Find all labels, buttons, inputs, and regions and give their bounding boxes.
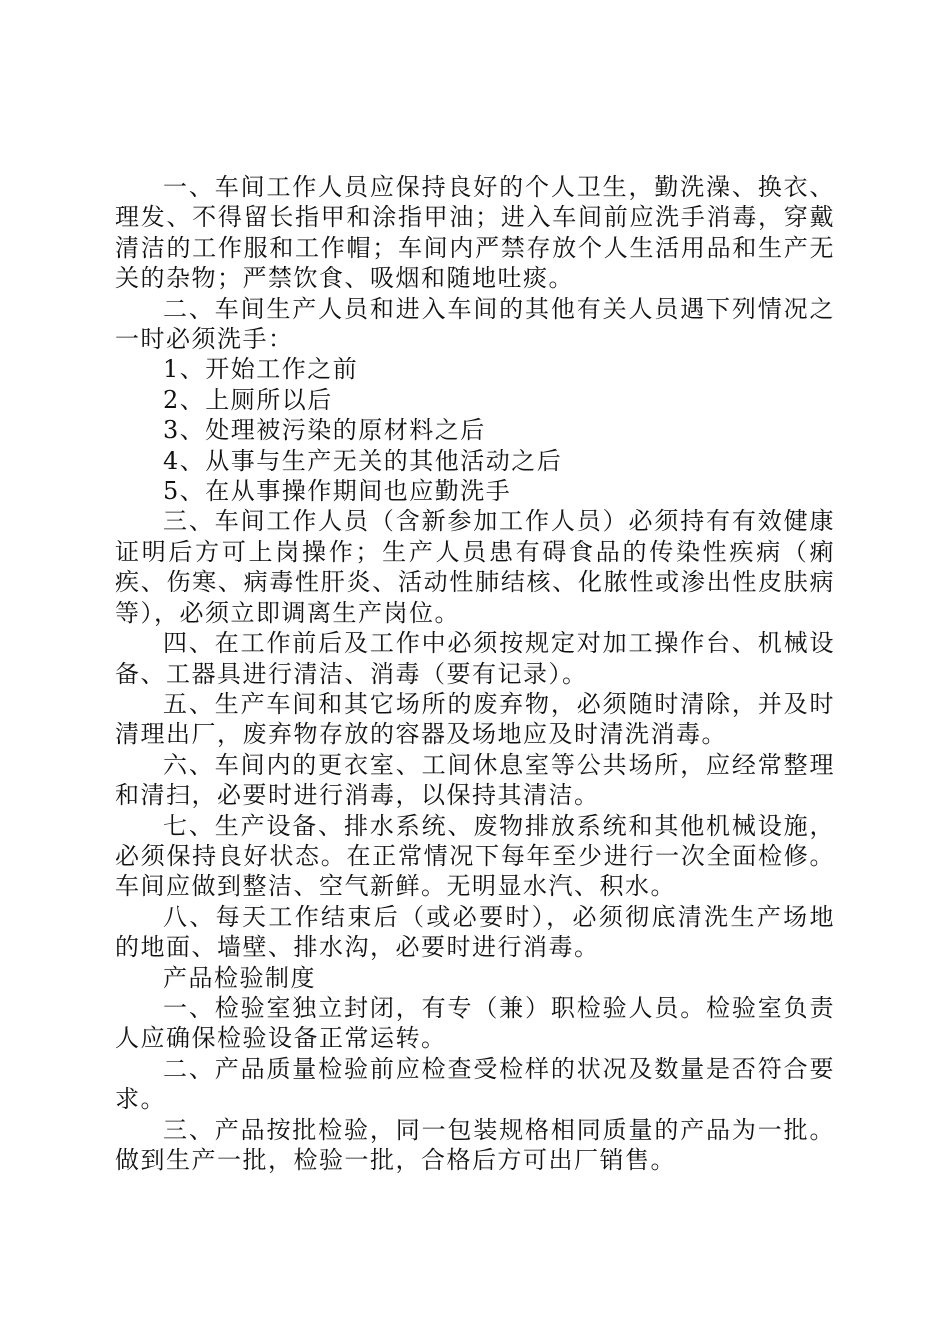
list-item-1: 1、开始工作之前 [163,355,359,384]
list-item-3: 3、处理被污染的原材料之后 [163,416,486,445]
list-item-2: 2、上厕所以后 [163,385,333,414]
list-item-4: 4、从事与生产无关的其他活动之后 [163,446,563,475]
rule-5-waste: 五、生产车间和其它场所的废弃物，必须随时清除，并及时清理出厂，废弃物存放的容器及场地应及时清洗消毒。 [115,689,835,749]
rule-2-handwashing: 二、车间生产人员和进入车间的其他有关人员遇下列情况之一时必须洗手： [115,294,835,354]
rule-7-equipment: 七、生产设备、排水系统、废物排放系统和其他机械设施，必须保持良好状态。在正常情况下每年至少进行一次全面检修。车间应做到整洁、空气新鲜。无明显水汽、积水。 [115,811,835,901]
rule-4-cleaning: 四、在工作前后及工作中必须按规定对加工操作台、机械设备、工器具进行清洁、消毒（要有记录）。 [115,629,835,688]
rule-1-hygiene: 一、车间工作人员应保持良好的个人卫生，勤洗澡、换衣、理发、不得留长指甲和涂指甲油；进入车间前应洗手消毒，穿戴清洁的工作服和工作帽；车间内严禁存放个人生活用品和生产无关的杂物；严禁饮食、吸烟和随地吐痰。 [115,173,835,293]
list-item-5: 5、在从事操作期间也应勤洗手 [163,477,512,506]
rule-8-daily-cleaning: 八、每天工作结束后（或必要时），必须彻底清洗生产场地的地面、墙壁、排水沟，必要时进行消毒。 [115,902,835,962]
inspection-rule-3: 三、产品按批检验，同一包装规格相同质量的产品为一批。做到生产一批，检验一批，合格后方可出厂销售。 [115,1115,835,1174]
inspection-rule-1: 一、检验室独立封闭，有专（兼）职检验人员。检验室负责人应确保检验设备正常运转。 [115,993,835,1053]
document-body [115,172,835,1175]
rule-6-public-areas: 六、车间内的更衣室、工间休息室等公共场所，应经常整理和清扫，必要时进行消毒，以保持其清洁。 [115,750,835,810]
inspection-rule-2: 二、产品质量检验前应检查受检样的状况及数量是否符合要求。 [115,1054,835,1114]
rule-3-health-certificate: 三、车间工作人员（含新参加工作人员）必须持有有效健康证明后方可上岗操作；生产人员患有碍食品的传染性疾病（痢疾、伤寒、病毒性肝炎、活动性肺结核、化脓性或渗出性皮肤病等），必须立即调离生产岗位。 [115,507,835,627]
section-heading-inspection: 产品检验制度 [163,963,316,992]
